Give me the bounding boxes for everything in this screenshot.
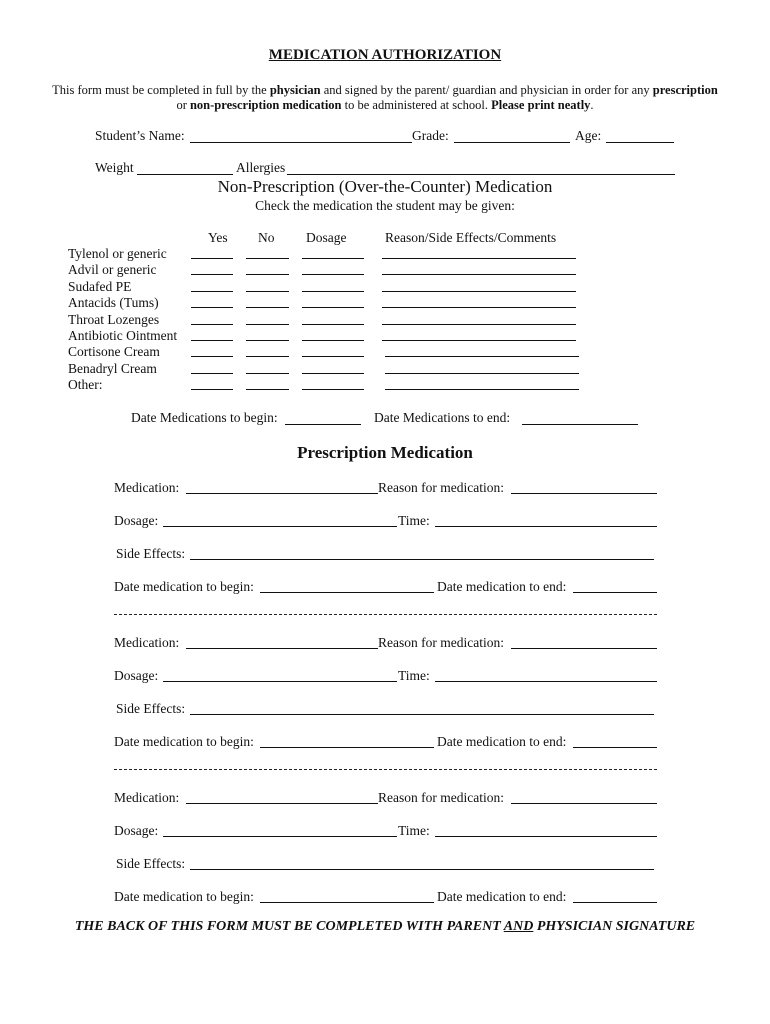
otc-medication-label: Advil or generic bbox=[68, 262, 157, 278]
rx-begin-label: Date medication to begin: bbox=[114, 889, 254, 904]
weight-field[interactable] bbox=[137, 174, 233, 175]
otc-subheading: Check the medication the student may be given: bbox=[255, 198, 515, 213]
rx-medication-field[interactable] bbox=[186, 493, 378, 494]
rx-reason-field[interactable] bbox=[511, 648, 657, 649]
otc-medication-label: Benadryl Cream bbox=[68, 360, 157, 376]
column-dosage: Dosage bbox=[306, 230, 347, 245]
otc-dosage-field[interactable] bbox=[302, 373, 364, 374]
rx-dosage-label: Dosage: bbox=[114, 823, 159, 838]
student-name-field[interactable] bbox=[190, 142, 412, 143]
section-divider bbox=[114, 614, 657, 615]
otc-reason-field[interactable] bbox=[382, 340, 576, 341]
rx-side-effects-field[interactable] bbox=[190, 869, 654, 870]
rx-reason-field[interactable] bbox=[511, 803, 657, 804]
otc-dosage-field[interactable] bbox=[302, 258, 364, 259]
allergies-field[interactable] bbox=[287, 174, 675, 175]
otc-dosage-field[interactable] bbox=[302, 291, 364, 292]
weight-label: Weight bbox=[95, 160, 134, 175]
otc-end-label: Date Medications to end: bbox=[374, 410, 511, 425]
section-divider bbox=[114, 769, 657, 770]
footer-note: THE BACK OF THIS FORM MUST BE COMPLETED WITH PARENT AND PHYSICIAN SIGNATURE bbox=[74, 919, 696, 934]
rx-dosage-label: Dosage: bbox=[114, 513, 159, 528]
otc-medication-label: Tylenol or generic bbox=[68, 246, 167, 261]
otc-medication-label: Throat Lozenges bbox=[68, 311, 160, 327]
column-no: No bbox=[258, 230, 275, 245]
rx-medication-label: Medication: bbox=[114, 480, 180, 495]
allergies-label: Allergies bbox=[236, 160, 286, 175]
otc-yes-field[interactable] bbox=[191, 291, 233, 292]
otc-no-field[interactable] bbox=[246, 389, 289, 390]
otc-yes-field[interactable] bbox=[191, 340, 233, 341]
grade-label: Grade: bbox=[412, 128, 449, 143]
rx-end-label: Date medication to end: bbox=[437, 734, 567, 749]
otc-dosage-field[interactable] bbox=[302, 389, 364, 390]
rx-dosage-field[interactable] bbox=[163, 681, 397, 682]
rx-medication-label: Medication: bbox=[114, 790, 180, 805]
rx-medication-field[interactable] bbox=[186, 648, 378, 649]
rx-heading: Prescription Medication bbox=[297, 443, 473, 462]
otc-yes-field[interactable] bbox=[191, 274, 233, 275]
rx-side-effects-label: Side Effects: bbox=[116, 856, 186, 871]
student-name-label: Student’s Name: bbox=[95, 128, 185, 143]
otc-yes-field[interactable] bbox=[191, 307, 233, 308]
otc-reason-field[interactable] bbox=[382, 324, 576, 325]
grade-field[interactable] bbox=[454, 142, 570, 143]
rx-begin-label: Date medication to begin: bbox=[114, 734, 254, 749]
rx-medication-field[interactable] bbox=[186, 803, 378, 804]
otc-medication-label: Cortisone Cream bbox=[68, 344, 160, 360]
column-reason: Reason/Side Effects/Comments bbox=[385, 230, 557, 245]
rx-medication-label: Medication: bbox=[114, 635, 180, 650]
column-yes: Yes bbox=[208, 230, 228, 245]
otc-yes-field[interactable] bbox=[191, 356, 233, 357]
otc-reason-field[interactable] bbox=[385, 373, 579, 374]
otc-medication-label: Antibiotic Ointment bbox=[68, 328, 178, 343]
otc-reason-field[interactable] bbox=[382, 258, 576, 259]
rx-begin-label: Date medication to begin: bbox=[114, 579, 254, 594]
rx-begin-field[interactable] bbox=[260, 902, 434, 903]
rx-time-label: Time: bbox=[398, 513, 430, 528]
rx-begin-field[interactable] bbox=[260, 592, 434, 593]
otc-yes-field[interactable] bbox=[191, 258, 233, 259]
otc-medication-label: Sudafed PE bbox=[68, 278, 132, 294]
intro-line-2: or non-prescription medication to be administered at school. Please print neatly. bbox=[176, 98, 594, 112]
otc-dosage-field[interactable] bbox=[302, 340, 364, 341]
rx-reason-label: Reason for medication: bbox=[378, 480, 504, 495]
otc-no-field[interactable] bbox=[246, 274, 289, 275]
rx-reason-label: Reason for medication: bbox=[378, 635, 504, 650]
rx-time-label: Time: bbox=[398, 823, 430, 838]
rx-reason-label: Reason for medication: bbox=[378, 790, 504, 805]
otc-end-field[interactable] bbox=[522, 424, 638, 425]
otc-no-field[interactable] bbox=[246, 291, 289, 292]
otc-reason-field[interactable] bbox=[382, 291, 576, 292]
otc-medication-label: Antacids (Tums) bbox=[68, 295, 159, 311]
otc-dosage-field[interactable] bbox=[302, 307, 364, 308]
age-label: Age: bbox=[575, 128, 602, 143]
intro-line-1: This form must be completed in full by the physician and signed by the parent/ guardian and physician in order for any prescription bbox=[52, 83, 718, 97]
otc-begin-field[interactable] bbox=[285, 424, 361, 425]
age-field[interactable] bbox=[606, 142, 674, 143]
otc-reason-field[interactable] bbox=[382, 274, 576, 275]
otc-reason-field[interactable] bbox=[385, 356, 579, 357]
rx-time-field[interactable] bbox=[435, 526, 657, 527]
otc-dosage-field[interactable] bbox=[302, 324, 364, 325]
otc-no-field[interactable] bbox=[246, 340, 289, 341]
otc-heading: Non-Prescription (Over-the-Counter) Medication bbox=[217, 177, 553, 196]
rx-reason-field[interactable] bbox=[511, 493, 657, 494]
otc-yes-field[interactable] bbox=[191, 324, 233, 325]
otc-reason-field[interactable] bbox=[382, 307, 576, 308]
otc-dosage-field[interactable] bbox=[302, 274, 364, 275]
otc-medication-label: Other: bbox=[68, 377, 103, 393]
rx-begin-field[interactable] bbox=[260, 747, 434, 748]
rx-dosage-field[interactable] bbox=[163, 836, 397, 837]
otc-begin-label: Date Medications to begin: bbox=[131, 410, 278, 425]
rx-dosage-label: Dosage: bbox=[114, 668, 159, 683]
rx-time-field[interactable] bbox=[435, 836, 657, 837]
otc-no-field[interactable] bbox=[246, 373, 289, 374]
rx-time-label: Time: bbox=[398, 668, 430, 683]
otc-no-field[interactable] bbox=[246, 307, 289, 308]
rx-end-field[interactable] bbox=[573, 747, 657, 748]
otc-reason-field[interactable] bbox=[385, 389, 579, 390]
form-title: MEDICATION AUTHORIZATION bbox=[268, 47, 502, 63]
rx-end-label: Date medication to end: bbox=[437, 579, 567, 594]
rx-side-effects-field[interactable] bbox=[190, 559, 654, 560]
rx-end-field[interactable] bbox=[573, 592, 657, 593]
rx-end-field[interactable] bbox=[573, 902, 657, 903]
otc-no-field[interactable] bbox=[246, 324, 289, 325]
otc-yes-field[interactable] bbox=[191, 373, 233, 374]
otc-no-field[interactable] bbox=[246, 356, 289, 357]
otc-no-field[interactable] bbox=[246, 258, 289, 259]
rx-side-effects-label: Side Effects: bbox=[116, 546, 186, 561]
rx-side-effects-label: Side Effects: bbox=[116, 701, 186, 716]
rx-dosage-field[interactable] bbox=[163, 526, 397, 527]
rx-time-field[interactable] bbox=[435, 681, 657, 682]
otc-yes-field[interactable] bbox=[191, 389, 233, 390]
rx-end-label: Date medication to end: bbox=[437, 889, 567, 904]
rx-side-effects-field[interactable] bbox=[190, 714, 654, 715]
otc-dosage-field[interactable] bbox=[302, 356, 364, 357]
